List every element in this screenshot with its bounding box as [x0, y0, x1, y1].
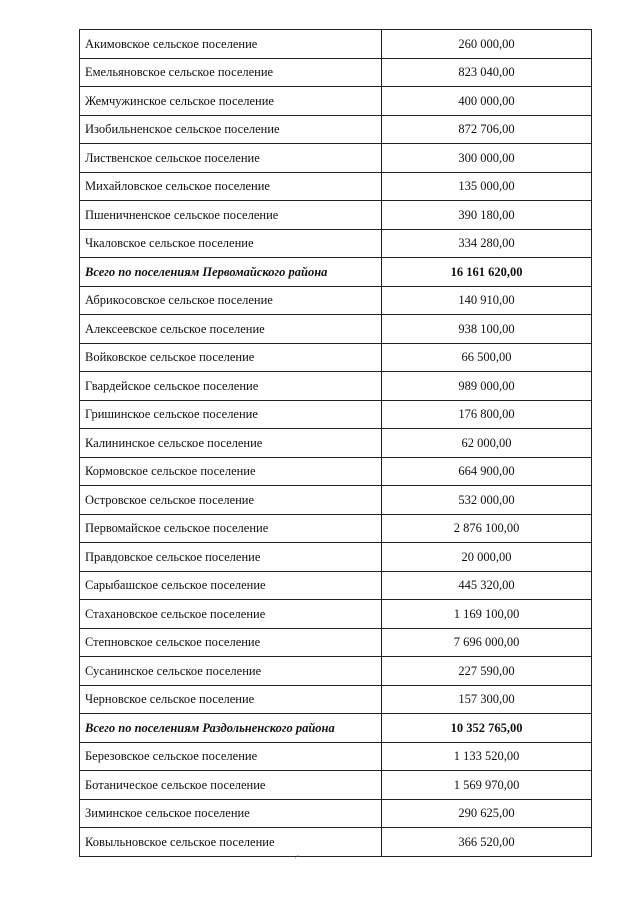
- amount-cell: 157 300,00: [382, 685, 592, 714]
- settlement-name-cell: Первомайское сельское поселение: [80, 514, 382, 543]
- amount-cell: 290 625,00: [382, 799, 592, 828]
- amount-cell: 400 000,00: [382, 87, 592, 116]
- table-row: [80, 87, 592, 116]
- amount-cell: 1 133 520,00: [382, 742, 592, 771]
- table-row: [80, 372, 592, 401]
- settlement-name-cell: Стахановское сельское поселение: [80, 600, 382, 629]
- settlement-funding-table: [79, 29, 592, 857]
- amount-cell: 7 696 000,00: [382, 628, 592, 657]
- settlement-name-cell: Всего по поселениям Раздольненского района: [80, 714, 382, 743]
- table-row: [80, 742, 592, 771]
- scan-speck-decoration: ·ˇ: [294, 854, 300, 863]
- amount-cell: 366 520,00: [382, 828, 592, 857]
- amount-cell: 140 910,00: [382, 286, 592, 315]
- settlement-name-cell: Абрикосовское сельское поселение: [80, 286, 382, 315]
- settlement-name-cell: Чкаловское сельское поселение: [80, 229, 382, 258]
- settlement-name-cell: Зиминское сельское поселение: [80, 799, 382, 828]
- amount-cell: 66 500,00: [382, 343, 592, 372]
- amount-cell: 1 569 970,00: [382, 771, 592, 800]
- amount-cell: 20 000,00: [382, 543, 592, 572]
- settlement-name-cell: Лиственское сельское поселение: [80, 144, 382, 173]
- settlement-name-cell: Степновское сельское поселение: [80, 628, 382, 657]
- table-row-total: [80, 714, 592, 743]
- settlement-name-cell: Михайловское сельское поселение: [80, 172, 382, 201]
- settlement-name-cell: Гришинское сельское поселение: [80, 400, 382, 429]
- table-row: [80, 58, 592, 87]
- table-row: [80, 514, 592, 543]
- table-row: [80, 457, 592, 486]
- table-row: [80, 343, 592, 372]
- amount-cell: 10 352 765,00: [382, 714, 592, 743]
- table-row: [80, 657, 592, 686]
- settlement-name-cell: Ботаническое сельское поселение: [80, 771, 382, 800]
- amount-cell: 334 280,00: [382, 229, 592, 258]
- amount-cell: 176 800,00: [382, 400, 592, 429]
- amount-cell: 2 876 100,00: [382, 514, 592, 543]
- settlement-name-cell: Сусанинское сельское поселение: [80, 657, 382, 686]
- table-row: [80, 828, 592, 857]
- table-row: [80, 486, 592, 515]
- amount-cell: 872 706,00: [382, 115, 592, 144]
- table-row: [80, 543, 592, 572]
- amount-cell: 16 161 620,00: [382, 258, 592, 287]
- table-body: [80, 30, 592, 857]
- amount-cell: 135 000,00: [382, 172, 592, 201]
- table-row: [80, 799, 592, 828]
- table-row: [80, 600, 592, 629]
- table-row: [80, 30, 592, 59]
- amount-cell: 938 100,00: [382, 315, 592, 344]
- table-row: [80, 172, 592, 201]
- table-row: [80, 286, 592, 315]
- settlement-name-cell: Кормовское сельское поселение: [80, 457, 382, 486]
- settlement-name-cell: Алексеевское сельское поселение: [80, 315, 382, 344]
- settlement-name-cell: Акимовское сельское поселение: [80, 30, 382, 59]
- table-row: [80, 229, 592, 258]
- amount-cell: 664 900,00: [382, 457, 592, 486]
- settlement-name-cell: Емельяновское сельское поселение: [80, 58, 382, 87]
- table-row: [80, 115, 592, 144]
- settlement-name-cell: Изобильненское сельское поселение: [80, 115, 382, 144]
- amount-cell: 300 000,00: [382, 144, 592, 173]
- table-row: [80, 429, 592, 458]
- settlement-name-cell: Пшеничненское сельское поселение: [80, 201, 382, 230]
- settlement-name-cell: Березовское сельское поселение: [80, 742, 382, 771]
- settlement-name-cell: Правдовское сельское поселение: [80, 543, 382, 572]
- table-row: [80, 315, 592, 344]
- settlement-name-cell: Войковское сельское поселение: [80, 343, 382, 372]
- table-row: [80, 685, 592, 714]
- amount-cell: 823 040,00: [382, 58, 592, 87]
- settlement-name-cell: Ковыльновское сельское поселение: [80, 828, 382, 857]
- settlement-name-cell: Жемчужинское сельское поселение: [80, 87, 382, 116]
- amount-cell: 989 000,00: [382, 372, 592, 401]
- settlement-name-cell: Калининское сельское поселение: [80, 429, 382, 458]
- settlement-name-cell: Сарыбашское сельское поселение: [80, 571, 382, 600]
- table-row: [80, 628, 592, 657]
- amount-cell: 445 320,00: [382, 571, 592, 600]
- table-row: [80, 771, 592, 800]
- table-row: [80, 400, 592, 429]
- amount-cell: 1 169 100,00: [382, 600, 592, 629]
- table-row-total: [80, 258, 592, 287]
- amount-cell: 532 000,00: [382, 486, 592, 515]
- table-row: [80, 571, 592, 600]
- amount-cell: 260 000,00: [382, 30, 592, 59]
- settlement-name-cell: Черновское сельское поселение: [80, 685, 382, 714]
- table-row: [80, 201, 592, 230]
- amount-cell: 227 590,00: [382, 657, 592, 686]
- amount-cell: 62 000,00: [382, 429, 592, 458]
- settlement-name-cell: Гвардейское сельское поселение: [80, 372, 382, 401]
- amount-cell: 390 180,00: [382, 201, 592, 230]
- settlement-name-cell: Островское сельское поселение: [80, 486, 382, 515]
- table-row: [80, 144, 592, 173]
- settlement-name-cell: Всего по поселениям Первомайского района: [80, 258, 382, 287]
